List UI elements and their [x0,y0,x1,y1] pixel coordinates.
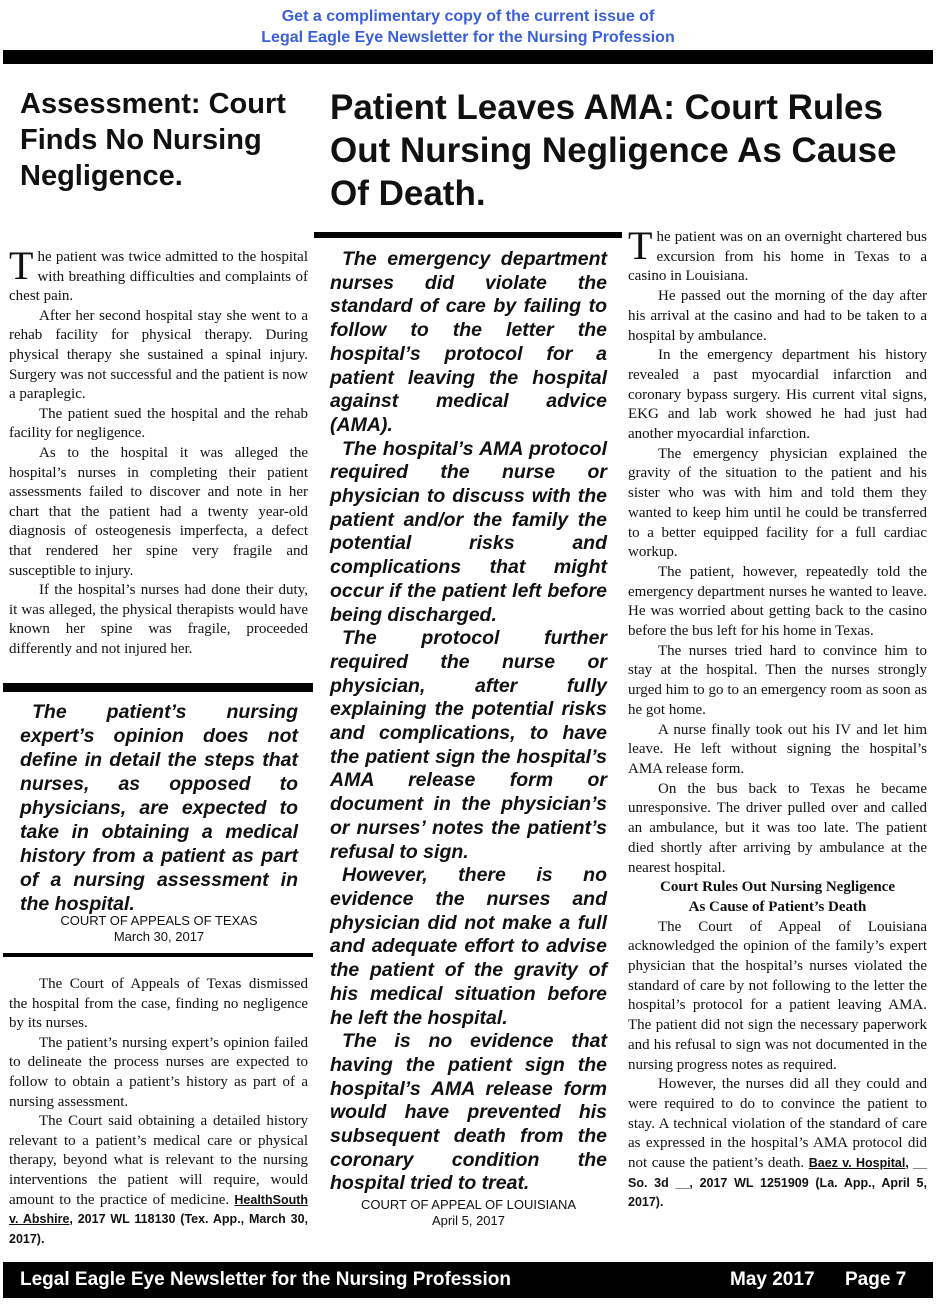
paragraph: The patient was twice admitted to the hospital with breathing difficulties and complaints of chest pain. [9,243,308,305]
top-divider-bar [3,50,933,64]
pullquote-paragraph: However, there is no evidence the nurses and physician did not make a full and adequate effort to advise the patient of the gravity of his medical situation before he left the hospital. [330,864,607,1029]
paragraph: The emergency physician explained the gravity of the situation to the patient and his sister who was with him and told them they wanted to keep him until he could be transferred to a better equipped facility for a full cardiac workup. [628,445,927,561]
paragraph: The Court of Appeal of Louisiana acknowledged the opinion of the family’s expert physician that the hospital’s nurses violated the standard of care by not following to the letter the hospital’s protocol for a patient leaving AMA. The patient did not sign the necessary paperwork and his refusal to sign was not documented in the nursing progress notes as required. [628,918,927,1073]
main-article-body [628,223,928,1213]
pullquote-paragraph: The protocol further required the nurse or physician, after fully explaining the potential risks and complications, to have the patient sign the hospital’s AMA release form or document in the physician’s or nurses’ notes the patient’s refusal to sign. [330,627,607,863]
paragraph: The patient sued the hospital and the rehab facility for negligence. [9,405,308,442]
promo-link-line1[interactable]: Get a complimentary copy of the current issue of [281,8,655,25]
citation-case-name: HealthSouth v. Abshire [9,1192,309,1227]
left-pullquote-top-rule [3,683,313,692]
drop-cap: T [628,223,653,268]
pullquote-paragraph: The hospital’s AMA protocol required the nurse or physician to discuss with the patient and/or the family the potential risks and complications that might occur if the patient left before being discharged. [330,437,607,626]
pullquote-paragraph: The is no evidence that having the patient sign the hospital’s AMA release form would have prevented his subsequent death from the coronary condition the hospital tried to treat. [330,1030,607,1195]
page-footer [3,1262,933,1298]
main-pullquote [330,248,607,1196]
middle-pullquote-top-rule [314,232,622,238]
left-pullquote: The patient’s nursing expert’s opinion does not define in detail the steps that nurses, as opposed to physicians, are expected to take in obtaining a medical history from a patient as part of a nursing assessment in the hospital. [20,701,298,915]
paragraph: A nurse finally took out his IV and let him leave. He left without signing the hospital’s AMA release form. [628,721,927,777]
left-pullquote-court: COURT OF APPEALS OF TEXAS [60,913,258,928]
citation-case-name: Baez v. Hospital [808,1156,906,1171]
paragraph: If the hospital’s nurses had done their duty, it was alleged, the physical therapists would have known her spine was fragile, proceeded differently and not injured her. [9,582,308,657]
left-pullquote-date: March 30, 2017 [113,929,205,944]
left-article-body-bottom [9,975,308,1249]
paragraph: The Court of Appeals of Texas dismissed the hospital from the case, finding no negligence by its nurses. [9,976,308,1032]
footer-issue-date: May 2017 [730,1269,815,1290]
paragraph: The patient’s nursing expert’s opinion failed to delineate the process nurses are expected to follow to obtain a patient’s history as part of a nursing assessment. [9,1034,308,1110]
paragraph: As to the hospital it was alleged the hospital’s nurses in completing their patient assessments failed to discover and note in her chart that the patient had a twenty year-old diagnosis of osteogenesis imperfecta, a defect that rendered her spine very fragile and susceptible to injury. [9,444,308,579]
promo-link-line2[interactable]: Legal Eagle Eye Newsletter for the Nursing Profession [261,29,675,46]
paragraph: However, the nurses did all they could and were required to do to convince the patient to stay. A technical violation of the standard of care as expressed in the hospital’s AMA protocol did not cause the patient’s death. Baez v. Hospital, __ So. 3d __, 2017 WL 1251909 (La. App., April 5, 2017). [628,1076,928,1210]
footer-newsletter-title: Legal Eagle Eye Newsletter for the Nursing Profession [20,1269,511,1290]
paragraph: The Court said obtaining a detailed history relevant to a patient’s medical care or physical therapy, beyond what is relevant to the nursing interventions the patient will require, would amount to the practice of medicine. HealthSouth v. Abshire, 2017 WL 118130 (Tex. App., March 30, 2017). [9,1113,309,1246]
paragraph: The patient, however, repeatedly told the emergency department nurses he wanted to leave. He was worried about getting back to the casino before the bus left for his home in Texas. [628,563,927,640]
main-pullquote-date: April 5, 2017 [432,1213,505,1228]
left-article-body-top [9,243,308,659]
section-subhead: Court Rules Out Nursing Negligence As Cause of Patient’s Death [660,879,895,915]
left-pullquote-bottom-rule [3,953,313,957]
left-article-headline: Assessment: Court Finds No Nursing Negligence. [20,88,286,192]
footer-page-number: Page 7 [845,1269,907,1290]
citation: HealthSouth v. Abshire, 2017 WL 118130 (Tex. App., March 30, 2017). [9,1192,309,1246]
paragraph: After her second hospital stay she went to a rehab facility for physical therapy. During physical therapy she sustained a spinal injury. Surgery was not successful and the patient is now a paraplegic. [9,307,308,403]
main-pullquote-court: COURT OF APPEAL OF LOUISIANA [360,1197,577,1212]
promo-banner[interactable] [0,6,936,48]
paragraph: He passed out the morning of the day after his arrival at the casino and had to be taken to a hospital by ambulance. [628,288,927,344]
main-article-headline: Patient Leaves AMA: Court Rules Out Nursing Negligence As Cause Of Death. [330,88,897,213]
citation: Baez v. Hospital, __ So. 3d __, 2017 WL 1251909 (La. App., April 5, 2017). [628,1156,928,1210]
drop-cap: T [9,243,34,288]
paragraph: The nurses tried hard to convince him to stay at the hospital. Then the nurses strongly urged him to go to an emergency room as soon as he got home. [628,642,927,718]
paragraph: In the emergency department his history revealed a past myocardial infarction and coronary bypass surgery. His current vital signs, EKG and lab work showed he had just had another myocardial infarction. [628,347,927,443]
paragraph: The patient was on an overnight chartered bus excursion from his home in Texas to a casino in Louisiana. [628,223,927,285]
pullquote-paragraph: The emergency department nurses did violate the standard of care by failing to follow to the letter the hospital’s protocol for a patient leaving the hospital against medical advice (AMA). [330,248,607,436]
paragraph: On the bus back to Texas he became unresponsive. The driver pulled over and called an ambulance, but it was too late. The patient died shortly after arriving by ambulance at the nearest hospital. [628,780,927,876]
